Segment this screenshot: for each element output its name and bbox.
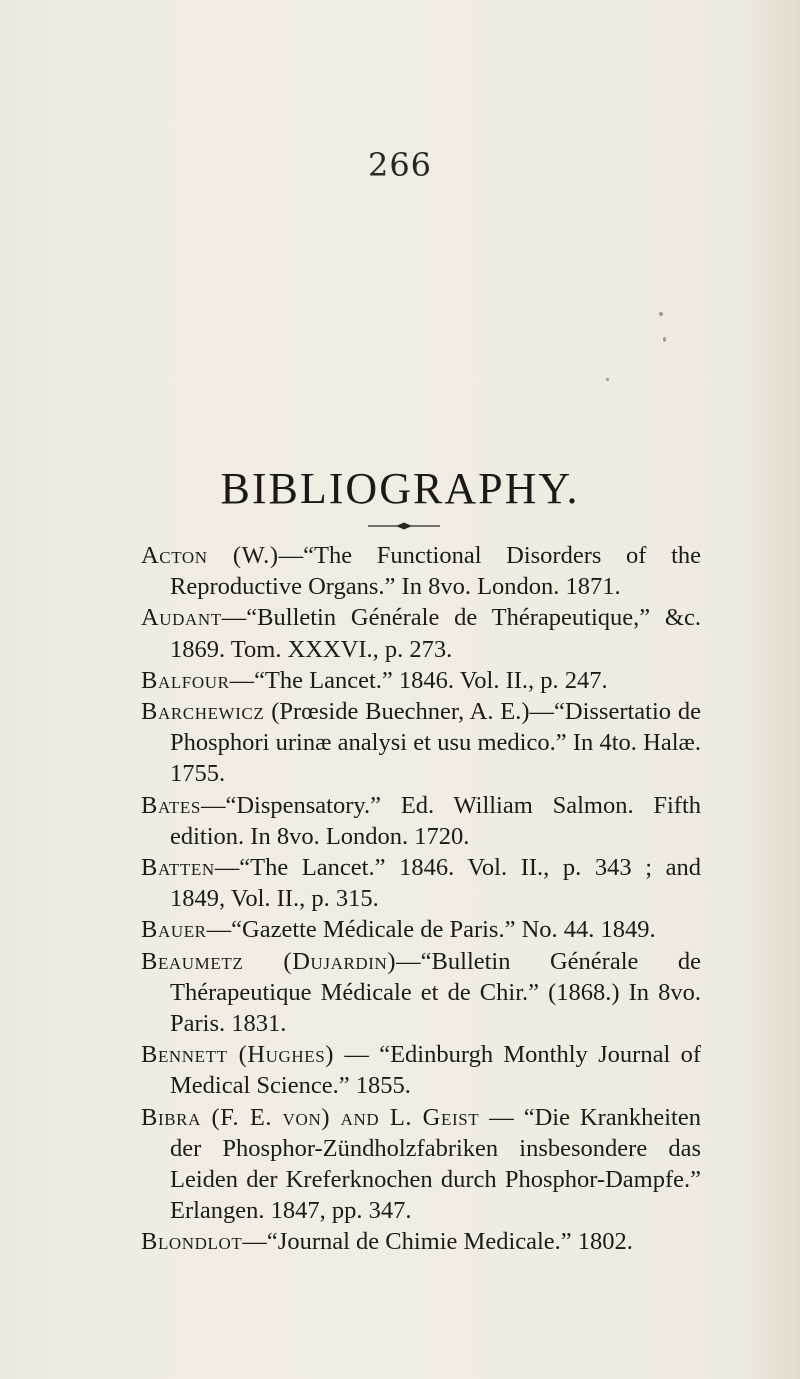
bibliography-entry (141, 665, 701, 696)
page-number: 266 (367, 146, 433, 184)
paper-speck (663, 337, 666, 342)
entry-author: Bennett (Hughes) (141, 1041, 335, 1069)
entry-author: Audant (141, 604, 222, 632)
entry-text: —“The Functional Disorders of the Reproductive Organs.” In 8vo. London. 1871. (170, 542, 702, 601)
bibliography-entry (141, 602, 701, 664)
entry-text: —“The Lancet.” 1846. Vol. II., p. 247. (229, 666, 608, 694)
bibliography-entry (141, 1226, 701, 1257)
bibliography-entry (141, 540, 701, 602)
entry-text: —“Gazette Médicale de Paris.” No. 44. 1849. (206, 916, 656, 944)
entry-text: (Prœside Buechner, A. E.)—“Dissertatio de Phosphori urinæ analysi et usu medico.” In 4to. Halæ. 1755. (170, 698, 701, 788)
paper-speck (659, 312, 663, 316)
entry-text: —“The Lancet.” 1846. Vol. II., p. 343 ; and 1849, Vol. II., p. 315. (170, 854, 701, 913)
entry-author: Barchewicz (141, 698, 265, 726)
bibliography-entry (141, 914, 701, 945)
entry-text: —“Bulletin Générale de Thérapeutique Médicale et de Chir.” (1868.) In 8vo. Paris. 1831. (170, 947, 701, 1038)
bibliography-list (141, 540, 701, 1258)
bibliography-entry (141, 696, 701, 790)
paper-speck (606, 378, 609, 381)
entry-author: Acton (W.) (141, 542, 279, 569)
entry-text: — “Edinburgh Monthly Journal of Medical Science.” 1855. (170, 1041, 701, 1100)
bibliography-entry (141, 790, 701, 852)
entry-text: — “Die Krankheiten der Phosphor-Zündholzfabriken insbesondere das Leiden der Kreferknochen durch Phosphor-Dampfe.” Erlangen. 1847, pp. 347. (170, 1103, 701, 1225)
entry-text: —“Journal de Chimie Medicale.” 1802. (242, 1228, 633, 1256)
entry-text: —“Bulletin Générale de Thérapeutique,” &c. 1869. Tom. XXXVI., p. 273. (170, 604, 701, 663)
entry-author: Bates (141, 791, 201, 819)
entry-author: Batten (141, 854, 215, 882)
entry-author: Bibra (F. E. von) and L. Geist (141, 1103, 480, 1131)
entry-author: Bauer (141, 916, 207, 944)
bibliography-entry (141, 1039, 701, 1101)
entry-author: Balfour (141, 666, 230, 694)
bibliography-entry (141, 1102, 701, 1227)
entry-text: —“Dispensatory.” Ed. William Salmon. Fifth edition. In 8vo. London. 1720. (170, 791, 701, 850)
bibliography-entry (141, 946, 701, 1040)
ornamental-divider (366, 521, 442, 531)
entry-author: Blondlot (141, 1228, 243, 1256)
bibliography-entry (141, 852, 701, 914)
page-title: BIBLIOGRAPHY. (220, 464, 580, 513)
entry-author: Beaumetz (Dujardin) (141, 947, 397, 975)
